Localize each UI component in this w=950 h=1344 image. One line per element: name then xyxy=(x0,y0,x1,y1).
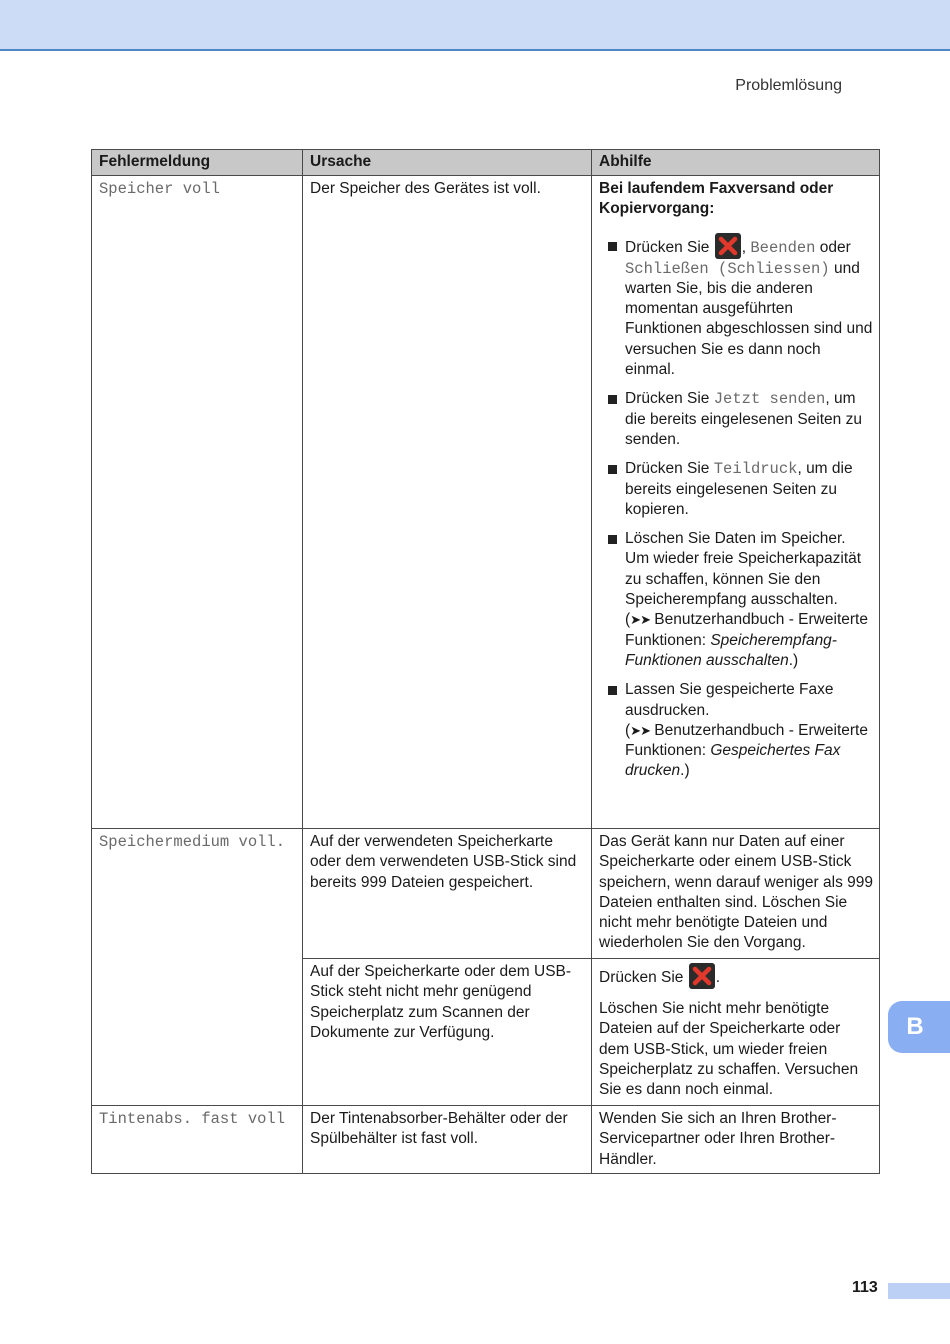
bullet-icon xyxy=(608,395,617,404)
list-item: Drücken Sie , Beenden oder Schließen (Schliessen) und warten Sie, bis die anderen momentan ausgeführten Funktionen abgeschlossen sind und versuchen Sie es dann noch einmal. xyxy=(599,236,873,381)
bullet-icon xyxy=(608,686,617,695)
remedy-cell: Wenden Sie sich an Ihren Brother-Servicepartner oder Ihren Brother-Händler. xyxy=(592,1106,880,1174)
table-row xyxy=(92,1106,880,1174)
error-message: Speichermedium voll. xyxy=(92,829,303,1106)
cause-cell: Der Tintenabsorber-Behälter oder der Spülbehälter ist fast voll. xyxy=(303,1106,592,1174)
lcd-text: Jetzt senden xyxy=(713,390,826,409)
header-band xyxy=(0,0,950,51)
page-number: 113 xyxy=(852,1279,878,1296)
footer-bar xyxy=(888,1283,950,1299)
column-header-cause: Ursache xyxy=(303,150,592,176)
reference-arrows-icon: ➤➤ xyxy=(630,722,650,738)
table-header-row xyxy=(92,150,880,176)
list-item: Drücken Sie Teildruck, um die bereits eingelesenen Seiten zu kopieren. xyxy=(599,459,873,520)
chapter-tab: B xyxy=(888,1001,950,1053)
column-header-message: Fehlermeldung xyxy=(92,150,303,176)
cause-cell: Auf der Speicherkarte oder dem USB-Stick steht nicht mehr genügend Speicherplatz zum Scannen der Dokumente zur Verfügung. xyxy=(303,959,592,1106)
remedy-paragraph: Löschen Sie nicht mehr benötigte Dateien auf der Speicherkarte oder dem USB-Stick, um wieder freien Speicherplatz zu schaffen. Versuchen Sie es dann noch einmal. xyxy=(599,1000,859,1099)
bullet-icon xyxy=(608,242,617,251)
table-row xyxy=(92,176,880,829)
remedy-cell: Das Gerät kann nur Daten auf einer Speicherkarte oder einem USB-Stick speichern, wenn darauf weniger als 999 Dateien enthalten sind. Löschen Sie nicht mehr benötigte Dateien und wiederholen Sie den Vorgang. xyxy=(592,829,880,959)
cancel-x-icon xyxy=(689,963,715,989)
error-message: Speicher voll xyxy=(92,176,303,829)
cause-cell: Der Speicher des Gerätes ist voll. xyxy=(303,176,592,829)
remedy-cell xyxy=(592,176,880,829)
cause-cell: Auf der verwendeten Speicherkarte oder dem verwendeten USB-Stick sind bereits 999 Dateien gespeichert. xyxy=(303,829,592,959)
reference-arrows-icon: ➤➤ xyxy=(630,612,650,628)
error-message: Tintenabs. fast voll xyxy=(92,1106,303,1174)
lcd-text: Beenden xyxy=(750,238,816,257)
lcd-text: Teildruck xyxy=(713,460,798,479)
section-title: Problemlösung xyxy=(735,77,842,94)
column-header-remedy: Abhilfe xyxy=(592,150,880,176)
remedy-heading: Bei laufendem Faxversand oder Kopiervorgang: xyxy=(599,180,834,218)
bullet-icon xyxy=(608,465,617,474)
list-item: Drücken Sie Jetzt senden, um die bereits eingelesenen Seiten zu senden. xyxy=(599,389,873,450)
remedy-list xyxy=(599,236,873,782)
table-row xyxy=(92,829,880,959)
bullet-icon xyxy=(608,535,617,544)
cancel-x-icon xyxy=(715,233,741,259)
lcd-text: Schließen (Schliessen) xyxy=(625,259,830,278)
remedy-cell: Drücken Sie . Löschen Sie nicht mehr benötigte Dateien auf der Speicherkarte oder dem USB-Stick, um wieder freien Speicherplatz zu schaffen. Versuchen Sie es dann noch einmal. xyxy=(592,959,880,1106)
reference-title: Speicherempfang-Funktionen ausschalten xyxy=(625,631,837,669)
list-item: Löschen Sie Daten im Speicher. Um wieder freie Speicherkapazität zu schaffen, können Sie den Speicherempfang ausschalten. (➤➤ Benutzerhandbuch - Erweiterte Funktionen: Speicherempfang-Funktionen ausschalten.) xyxy=(599,529,873,671)
troubleshooting-table xyxy=(91,149,880,1174)
list-item: Lassen Sie gespeicherte Faxe ausdrucken. (➤➤ Benutzerhandbuch - Erweiterte Funktionen: Gespeichertes Fax drucken.) xyxy=(599,680,873,781)
reference-title: Gespeichertes Fax drucken xyxy=(625,742,841,780)
